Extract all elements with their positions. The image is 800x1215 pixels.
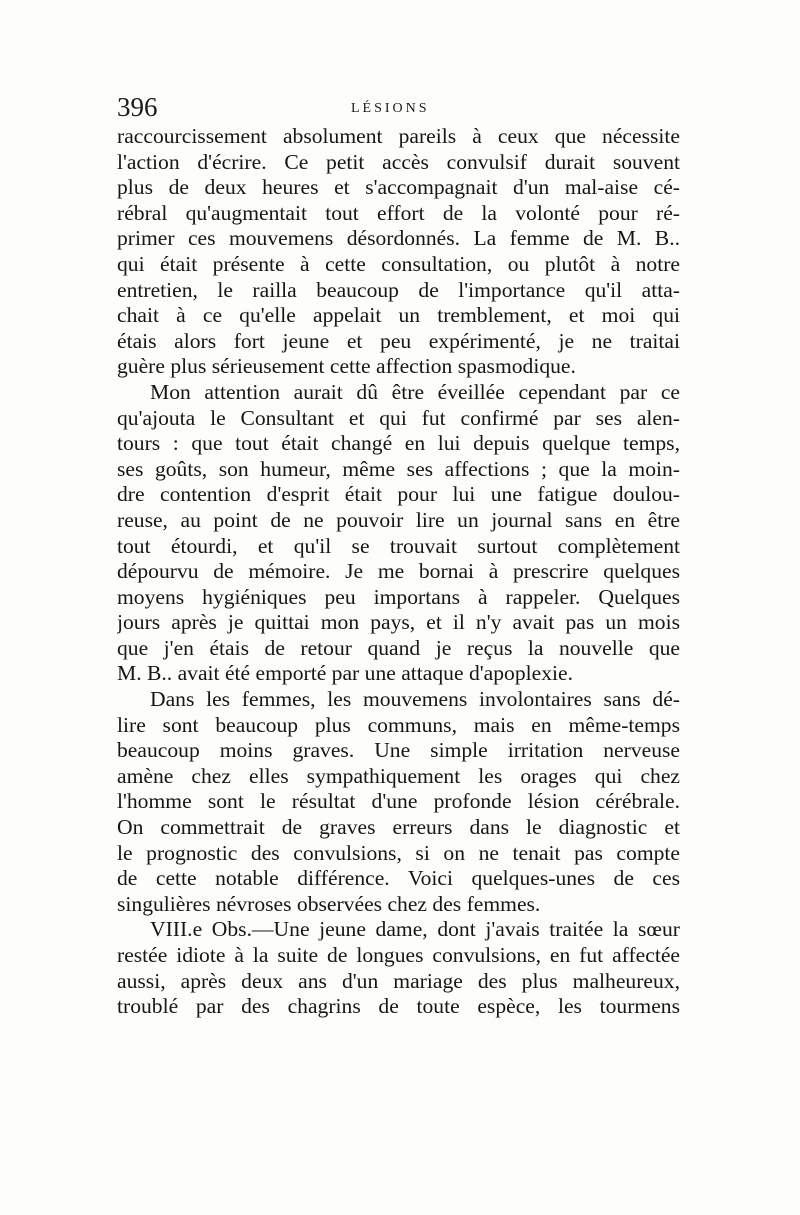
text-line: tours : que tout était changé en lui depuis quelque temps, — [117, 431, 680, 456]
text-line: chait à ce qu'elle appelait un tremblement, et moi qui — [117, 303, 680, 328]
text-line: le prognostic des convulsions, si on ne tenait pas compte — [117, 840, 680, 865]
running-head: LÉSIONS — [351, 101, 430, 116]
text-line: que j'en étais de retour quand je reçus la nouvelle que — [117, 635, 680, 660]
text-line: primer ces mouvemens désordonnés. La femme de M. B.. — [117, 226, 680, 251]
text-line: jours après je quittai mon pays, et il n'y avait pas un mois — [117, 610, 680, 635]
text-line: VIII.e Obs.—Une jeune dame, dont j'avais traitée la sœur — [150, 917, 680, 942]
text-line: reuse, au point de ne pouvoir lire un journal sans en être — [117, 507, 680, 532]
text-line: dre contention d'esprit était pour lui une fatigue doulou- — [117, 482, 680, 507]
text-line: On commettrait de graves erreurs dans le diagnostic et — [117, 815, 680, 840]
text-line: restée idiote à la suite de longues convulsions, en fut affectée — [117, 943, 680, 967]
text-line: tout étourdi, et qu'il se trouvait surtout complètement — [117, 533, 680, 558]
text-line: de cette notable différence. Voici quelques-unes de ces — [117, 866, 680, 891]
text-line: qu'ajouta le Consultant et qui fut confirmé par ses alen- — [117, 405, 680, 430]
text-line: beaucoup moins graves. Une simple irritation nerveuse — [117, 738, 680, 763]
text-line: plus de deux heures et s'accompagnait d'un mal-aise cé- — [117, 175, 680, 200]
text-line: guère plus sérieusement cette affection spasmodique. — [117, 354, 576, 379]
text-line: lire sont beaucoup plus communs, mais en même-temps — [117, 712, 680, 737]
text-line: qui était présente à cette consultation, ou plutôt à notre — [117, 251, 680, 276]
text-line: M. B.. avait été emporté par une attaque d'apoplexie. — [117, 661, 573, 686]
text-line: troublé par des chagrins de toute espèce, les tourmens — [117, 994, 680, 1019]
text-line: rébral qu'augmentait tout effort de la volonté pour ré- — [117, 200, 680, 225]
text-line: entretien, le railla beaucoup de l'importance qu'il atta- — [117, 277, 680, 302]
text-line: moyens hygiéniques peu importans à rappeler. Quelques — [117, 584, 680, 609]
text-line: l'homme sont le résultat d'une profonde lésion cérébrale. — [117, 789, 680, 814]
text-line: aussi, après deux ans d'un mariage des plus malheureux, — [117, 968, 680, 993]
text-line: ses goûts, son humeur, même ses affections ; que la moin- — [117, 456, 680, 481]
page-number: 396 — [117, 92, 158, 122]
text-line: dépourvu de mémoire. Je me bornai à prescrire quelques — [117, 559, 680, 584]
text-line: étais alors fort jeune et peu expérimenté, je ne traitai — [117, 328, 680, 353]
text-line: amène chez elles sympathiquement les orages qui chez — [117, 763, 680, 788]
page-header — [117, 92, 682, 124]
body-text — [117, 124, 680, 1020]
text-line: Mon attention aurait dû être éveillée cependant par ce — [150, 379, 680, 404]
text-line: l'action d'écrire. Ce petit accès convulsif durait souvent — [117, 149, 680, 174]
text-line: Dans les femmes, les mouvemens involontaires sans dé- — [150, 687, 680, 712]
text-line: singulières névroses observées chez des femmes. — [117, 891, 541, 916]
text-line: raccourcissement absolument pareils à ceux que nécessite — [117, 124, 680, 148]
